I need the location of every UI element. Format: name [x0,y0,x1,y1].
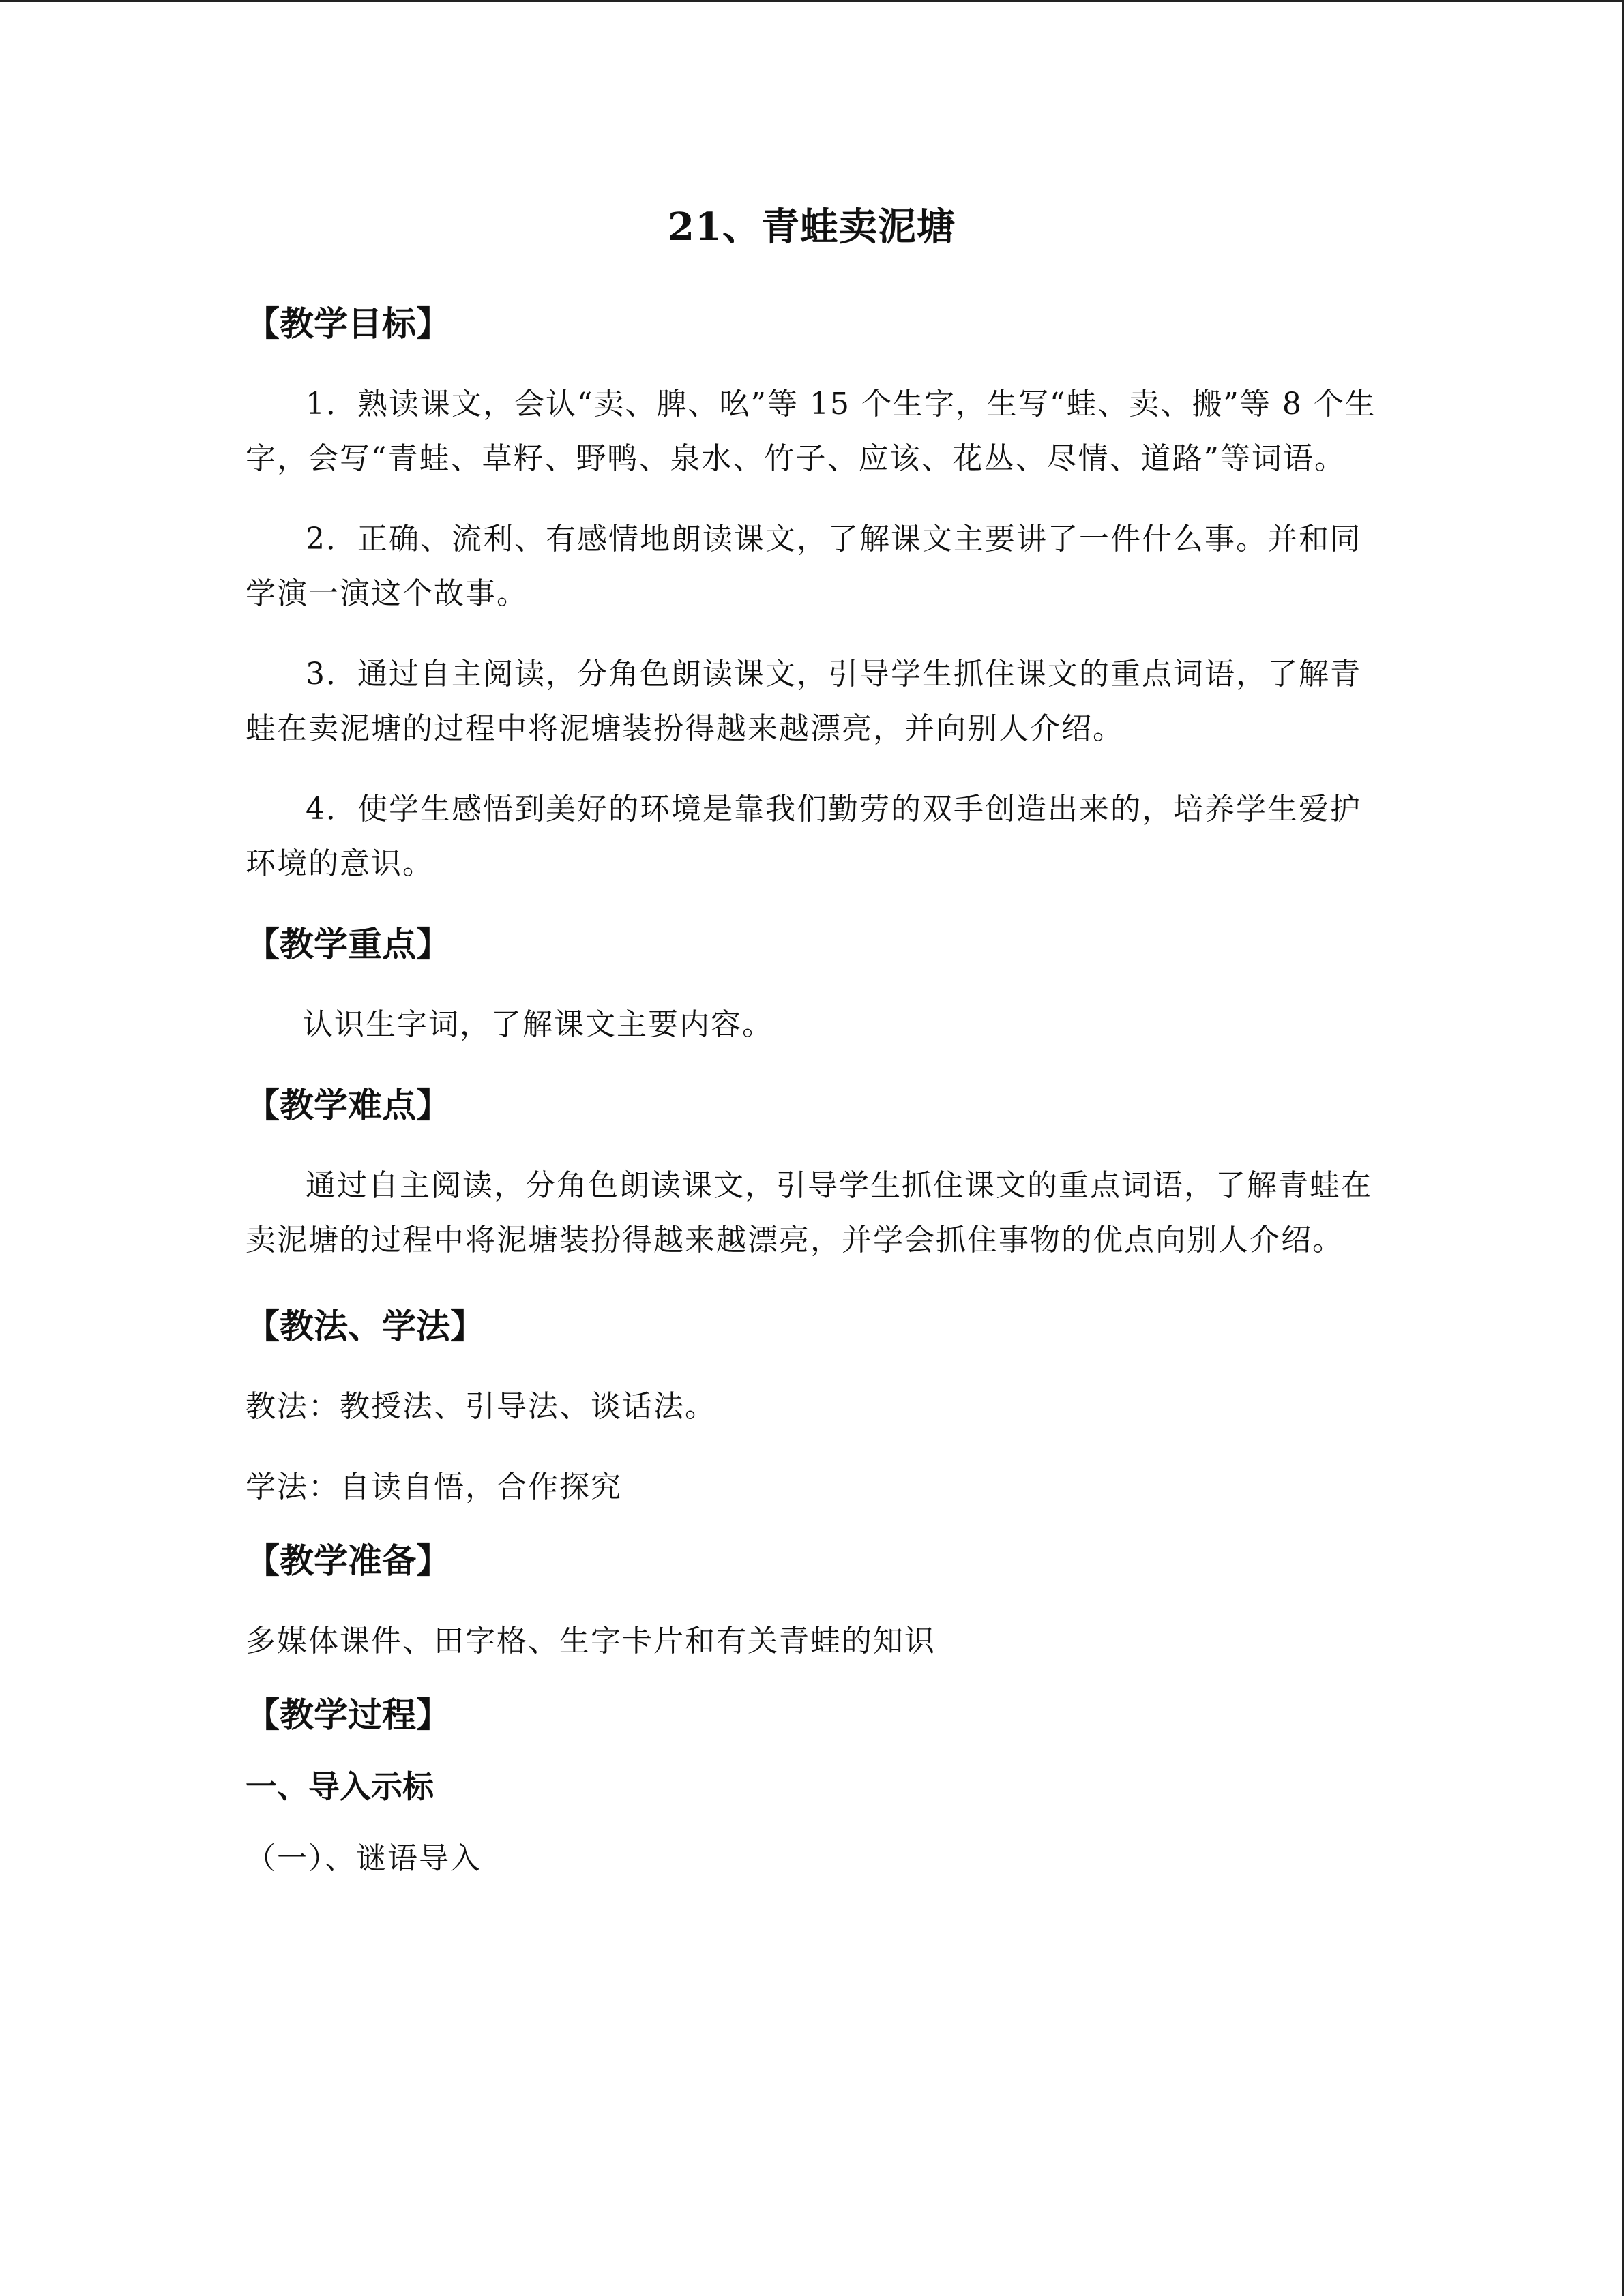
objectives-heading: 【教学目标】 [246,303,450,344]
methods-heading: 【教法、学法】 [246,1306,484,1347]
key-points-text: 认识生字词，了解课文主要内容。 [303,1007,773,1043]
objective-item-1: 1．熟读课文，会认“卖、脾、吆”等 15 个生字，生写“蛙、卖、搬”等 8 个生字，会写“青蛙、草籽、野鸭、泉水、竹子、应该、花丛、尽情、道路”等词语。 [246,387,1376,477]
preparation-heading: 【教学准备】 [246,1540,450,1581]
process-step-1-sub-1: （一）、谜语导入 [246,1841,482,1877]
objective-item-4: 4．使学生感悟到美好的环境是靠我们勤劳的双手创造出来的，培养学生爱护环境的意识。 [246,792,1361,882]
document-title: 21、青蛙卖泥塘 [668,205,956,250]
process-step-1: 一、导入示标 [246,1768,434,1806]
process-heading: 【教学过程】 [246,1695,450,1735]
document-page [246,205,1378,1886]
page-top-border [0,0,1624,2]
difficulties-heading: 【教学难点】 [246,1085,450,1126]
key-points-heading: 【教学重点】 [246,924,450,965]
preparation-text: 多媒体课件、田字格、生字卡片和有关青蛙的知识 [246,1624,936,1659]
objective-item-2: 2．正确、流利、有感情地朗读课文，了解课文主要讲了一件什么事。并和同学演一演这个故事。 [246,522,1361,612]
objective-item-3: 3．通过自主阅读，分角色朗读课文，引导学生抓住课文的重点词语，了解青蛙在卖泥塘的过程中将泥塘装扮得越来越漂亮，并向别人介绍。 [246,657,1361,747]
learning-methods-text: 学法：自读自悟，合作探究 [246,1470,622,1505]
teaching-methods-text: 教法：教授法、引导法、谈话法。 [246,1389,716,1425]
difficulties-text: 通过自主阅读，分角色朗读课文，引导学生抓住课文的重点词语，了解青蛙在卖泥塘的过程中将泥塘装扮得越来越漂亮，并学会抓住事物的优点向别人介绍。 [246,1168,1372,1258]
